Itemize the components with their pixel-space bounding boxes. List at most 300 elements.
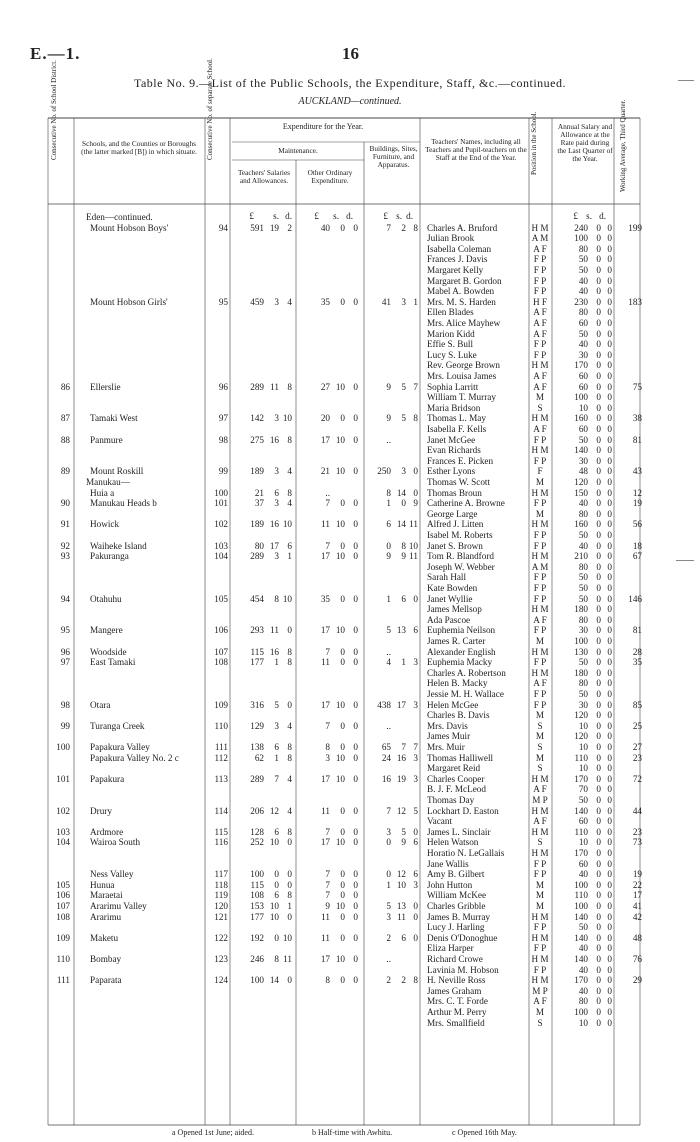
other-shillings: 0 [340, 890, 345, 901]
teacher-name: Helen Watson [427, 837, 479, 848]
teacher-position: M [535, 879, 545, 890]
buildings-shillings: 1 [401, 657, 406, 668]
buildings-shillings: 12 [396, 805, 406, 816]
buildings-pence: 7 [413, 742, 418, 752]
district-number: 104 [56, 837, 70, 848]
teacher-name: Alexander English [427, 646, 496, 657]
other-pounds: 8 [325, 975, 330, 986]
annual-pence: 0 [607, 996, 612, 1007]
annual-pounds: 140 [574, 911, 588, 922]
salary-pounds: 177 [250, 911, 264, 922]
salary-shillings: 12 [269, 805, 279, 816]
teacher-position: H M [531, 954, 549, 964]
annual-shillings: 0 [596, 731, 601, 742]
footnote-a: a Opened 1st June; aided. [172, 1128, 254, 1137]
salary-shillings: 0 [274, 932, 279, 943]
annual-shillings: 0 [596, 243, 601, 254]
other-pence: 0 [353, 720, 358, 731]
salary-pence: 8 [287, 646, 292, 657]
salary-pence: 6 [287, 540, 292, 551]
teacher-name: Lavinia M. Hobson [427, 964, 499, 975]
teacher-position: H M [531, 975, 549, 986]
buildings-shillings: 5 [401, 381, 406, 392]
teacher-position: F P [533, 455, 547, 466]
working-average: 85 [632, 699, 642, 710]
other-shillings: 10 [335, 752, 345, 763]
other-pence: 0 [353, 773, 358, 784]
teacher-position: H M [531, 604, 549, 615]
other-pence: 0 [353, 381, 358, 392]
teacher-name: Jessie M. H. Wallace [427, 689, 504, 699]
teacher-name: James Graham [427, 985, 482, 996]
salary-pounds: 459 [250, 296, 264, 307]
teacher-position: F P [533, 625, 547, 636]
teacher-name: William T. Murray [427, 392, 496, 403]
school-number: 121 [214, 911, 228, 922]
district-number: 95 [60, 625, 70, 636]
buildings-pence: 8 [413, 222, 418, 233]
school-name: Pakuranga [90, 551, 129, 562]
salary-shillings: 11 [270, 625, 279, 636]
salary-shillings: 5 [274, 699, 279, 710]
salary-pence: 8 [287, 752, 292, 763]
other-pounds: 17 [320, 551, 330, 562]
teacher-position: A F [533, 784, 547, 795]
teacher-position: H M [531, 667, 549, 678]
buildings-pounds: 250 [377, 466, 391, 477]
teacher-name: Thomas Halliwell [427, 752, 494, 763]
annual-pounds: 110 [574, 752, 588, 763]
school-name: Ness Valley [90, 869, 134, 880]
working-average: 41 [632, 901, 642, 911]
teacher-name: Mrs. M. S. Harden [427, 296, 496, 307]
annual-pounds: 70 [578, 784, 588, 795]
teacher-position: M P [532, 985, 548, 996]
school-number: 97 [218, 413, 228, 424]
annual-pence: 0 [607, 604, 612, 615]
page-reference: E.—1. [30, 44, 81, 63]
teacher-position: A F [533, 307, 547, 318]
school-name: Ararimu [90, 911, 122, 922]
school-number: 94 [218, 222, 228, 233]
buildings-pounds: 3 [386, 826, 391, 837]
buildings-shillings: 6 [401, 593, 406, 604]
other-pence: 0 [353, 752, 358, 763]
annual-shillings: 0 [596, 710, 601, 721]
annual-pounds: 140 [574, 954, 588, 964]
annual-shillings: 0 [596, 434, 601, 445]
buildings-pounds: 65 [381, 742, 391, 752]
annual-shillings: 0 [596, 985, 601, 996]
other-pence [346, 477, 358, 487]
currency-pound-label: £ [314, 211, 319, 221]
annual-shillings: 0 [596, 466, 601, 477]
annual-pounds: 80 [578, 243, 588, 254]
school-name: Otara [90, 699, 111, 710]
salary-pence: 0 [287, 869, 292, 880]
annual-shillings: 0 [596, 816, 601, 827]
other-shillings: 0 [340, 498, 345, 509]
salary-pounds: 189 [250, 466, 264, 477]
buildings-shillings: 6 [401, 932, 406, 943]
buildings-pence: 3 [413, 699, 418, 710]
working-average: 72 [632, 773, 642, 784]
working-average: 25 [632, 720, 642, 731]
currency-pound-label: £ [249, 211, 254, 221]
school-name: Waiheke Island [90, 540, 147, 551]
working-average: 23 [632, 826, 642, 837]
annual-shillings: 0 [596, 572, 601, 583]
salary-pounds: 252 [250, 837, 264, 848]
working-average: 43 [632, 466, 642, 477]
buildings-pounds: 5 [386, 901, 391, 911]
buildings-shillings: 7 [401, 742, 406, 752]
buildings-pence: 9 [413, 498, 418, 509]
teacher-name: Arthur M. Perry [427, 1007, 487, 1017]
teacher-position: H M [531, 932, 549, 943]
salary-pounds: 37 [254, 498, 264, 509]
teacher-name: Ada Pascoe [427, 614, 471, 625]
district-number: 99 [60, 720, 70, 731]
salary-pounds: 115 [250, 646, 264, 657]
annual-pence: 0 [607, 646, 612, 657]
buildings-shillings [392, 212, 406, 222]
other-pence: 0 [353, 498, 358, 509]
working-average: 73 [632, 837, 642, 848]
annual-shillings: 0 [596, 296, 601, 307]
school-number [206, 477, 228, 487]
buildings-pounds: 1 [386, 498, 391, 509]
other-shillings: 10 [335, 519, 345, 530]
district-number: 100 [56, 742, 70, 752]
annual-pence: 0 [607, 540, 612, 551]
teacher-position: A F [533, 328, 547, 339]
buildings-pence: 6 [413, 625, 418, 636]
other-pence: 0 [353, 890, 358, 901]
working-average: 48 [632, 932, 642, 943]
annual-pounds: 110 [574, 890, 588, 901]
salary-pence: 8 [287, 742, 292, 752]
annual-pence: 0 [607, 625, 612, 636]
school-number: 123 [214, 954, 228, 964]
teacher-position: F P [533, 869, 547, 880]
teacher-name: Euphemia Macky [427, 657, 493, 668]
teacher-position: H M [531, 826, 549, 837]
school-number: 120 [214, 901, 228, 911]
salary-pounds: 115 [250, 879, 264, 890]
teacher-position: A M [531, 561, 549, 572]
buildings-shillings: 9 [401, 837, 406, 848]
salary-pence: 10 [282, 413, 292, 424]
annual-shillings: 0 [596, 848, 601, 858]
salary-shillings: 10 [269, 837, 279, 848]
school-number: 103 [214, 540, 228, 551]
annual-shillings: 0 [596, 551, 601, 562]
salary-pence: 4 [287, 296, 292, 307]
school-name: Maketu [90, 932, 119, 943]
school-name: Howick [90, 519, 120, 530]
other-pence: 0 [353, 551, 358, 562]
teacher-name: Mrs. Louisa James [427, 371, 497, 381]
salary-pounds: 128 [250, 826, 264, 837]
working-average: 12 [632, 487, 642, 498]
buildings-pounds: 8 [386, 487, 391, 498]
annual-pence: 0 [607, 551, 612, 562]
teacher-position: H M [531, 805, 549, 816]
annual-shillings: 0 [596, 922, 601, 933]
other-pounds: 7 [325, 869, 330, 880]
working-average: 56 [632, 519, 642, 530]
annual-shillings: 0 [596, 307, 601, 318]
annual-pounds: 140 [574, 805, 588, 816]
district-number: 87 [60, 413, 70, 424]
annual-pounds: 80 [578, 614, 588, 625]
teacher-position: A F [533, 678, 547, 689]
annual-pounds: 30 [578, 455, 588, 466]
school-name: Panmure [90, 434, 123, 445]
other-pounds [300, 477, 330, 487]
annual-pence: 0 [607, 858, 612, 869]
teacher-position: A F [533, 381, 547, 392]
working-average: 18 [632, 540, 642, 551]
teacher-position: F P [533, 583, 547, 593]
other-pounds: 3 [325, 752, 330, 763]
annual-shillings: 0 [596, 901, 601, 911]
salary-pounds: 293 [250, 625, 264, 636]
teacher-position: M [535, 1007, 545, 1017]
salary-shillings: 6 [274, 742, 279, 752]
district-number: 111 [56, 975, 70, 986]
annual-pence: 0 [607, 805, 612, 816]
salary-pounds: 153 [250, 901, 264, 911]
buildings-shillings [392, 647, 406, 657]
teacher-name: Lucy S. Luke [427, 349, 477, 360]
buildings-pence: 0 [413, 487, 418, 498]
other-pounds: 11 [321, 932, 330, 943]
annual-pounds: 120 [574, 710, 588, 721]
other-pounds: 8 [325, 742, 330, 752]
teacher-position: M P [532, 795, 548, 805]
buildings-shillings: 2 [401, 975, 406, 986]
annual-pence: 0 [607, 498, 612, 509]
annual-pence: 0 [607, 667, 612, 678]
other-pounds: 7 [325, 498, 330, 509]
annual-pence: 0 [607, 742, 612, 752]
salary-pounds: 289 [250, 551, 264, 562]
other-pounds: 17 [320, 837, 330, 848]
teacher-position: H M [531, 848, 549, 858]
buildings-shillings [392, 477, 406, 487]
annual-shillings: 0 [596, 413, 601, 424]
other-pence: 0 [353, 646, 358, 657]
teacher-position: F P [533, 689, 547, 699]
teacher-name: Janet Wyllie [427, 593, 473, 604]
buildings-pence: 7 [413, 381, 418, 392]
annual-pounds: 110 [574, 826, 588, 837]
school-name: Papakura [90, 773, 125, 784]
teacher-name: James R. Carter [427, 636, 486, 646]
teacher-name: Eliza Harper [427, 943, 474, 954]
other-pence: 0 [353, 296, 358, 307]
other-shillings [331, 477, 345, 487]
annual-pence: 0 [607, 243, 612, 254]
annual-pence: 0 [607, 572, 612, 583]
district-number: 103 [56, 826, 70, 837]
working-average: 199 [628, 222, 642, 233]
annual-pence: 0 [607, 424, 612, 434]
district-number [40, 753, 70, 763]
annual-pence: 0 [607, 477, 612, 487]
annual-pounds: 140 [574, 932, 588, 943]
annual-pence: 0 [607, 583, 612, 593]
teacher-name: James Muir [427, 731, 471, 742]
school-number: 116 [214, 837, 228, 848]
annual-pounds: 10 [578, 763, 588, 774]
salary-shillings: 17 [269, 540, 279, 551]
teacher-name: Frances J. Davis [427, 254, 488, 265]
salary-pounds: 177 [250, 657, 264, 668]
salary-shillings: 3 [274, 720, 279, 731]
teacher-name: John Hutton [427, 879, 473, 890]
buildings-pounds [365, 212, 391, 222]
teacher-position: M [535, 890, 545, 901]
annual-shillings: 0 [596, 381, 601, 392]
other-pounds: 40 [320, 222, 330, 233]
teacher-name: Julian Brook [427, 233, 475, 244]
annual-pounds: 40 [578, 286, 588, 297]
school-number: 124 [214, 975, 228, 986]
salary-pence [280, 477, 292, 487]
teacher-position: F P [533, 540, 547, 551]
district-number: 101 [56, 773, 70, 784]
other-pence: 0 [353, 593, 358, 604]
teacher-name: James B. Murray [427, 911, 491, 922]
annual-pounds: 50 [578, 657, 588, 668]
salary-shillings: 0 [274, 879, 279, 890]
annual-shillings: 0 [596, 593, 601, 604]
school-number: 98 [218, 434, 228, 445]
margin-mark [678, 80, 694, 81]
buildings-shillings: 16 [396, 752, 406, 763]
teacher-position: A F [533, 614, 547, 625]
buildings-pounds: 4 [386, 657, 391, 668]
salary-pence: 11 [283, 954, 292, 964]
school-name: Paparata [90, 975, 122, 986]
teacher-position: H M [531, 445, 549, 456]
other-pounds: 11 [321, 911, 330, 922]
annual-shillings: 0 [596, 678, 601, 689]
teacher-position: F P [533, 349, 547, 360]
school-name: Mount Hobson Girls' [90, 296, 168, 307]
annual-pence: 0 [607, 1007, 612, 1017]
teacher-name: Mrs. Alice Mayhew [427, 318, 501, 328]
annual-pounds: 40 [578, 540, 588, 551]
other-pence: 0 [353, 911, 358, 922]
annual-pounds: 60 [578, 371, 588, 381]
teacher-name: Jane Wallis [427, 858, 469, 869]
salary-pence: 0 [287, 975, 292, 986]
buildings-pence: 3 [413, 752, 418, 763]
annual-pounds: 50 [578, 583, 588, 593]
working-average: 44 [632, 805, 642, 816]
annual-shillings: 0 [596, 604, 601, 615]
annual-pence: 0 [607, 445, 612, 456]
annual-shillings: 0 [596, 869, 601, 880]
salary-pounds: 192 [250, 932, 264, 943]
other-pounds: 17 [320, 699, 330, 710]
annual-pounds: 80 [578, 561, 588, 572]
buildings-pounds: 3 [386, 911, 391, 922]
teacher-name: H. Neville Ross [427, 975, 486, 986]
annual-pounds: 30 [578, 625, 588, 636]
working-average: 81 [632, 434, 642, 445]
buildings-pence: 0 [413, 826, 418, 837]
buildings-pounds: 2 [386, 932, 391, 943]
annual-pence: 0 [607, 943, 612, 954]
buildings-pence: 1 [413, 296, 418, 307]
annual-pence: 0 [607, 307, 612, 318]
annual-pounds: 160 [574, 413, 588, 424]
district-number: 89 [60, 466, 70, 477]
other-pounds: 7 [325, 890, 330, 901]
other-pence: 0 [353, 625, 358, 636]
annual-pounds: 80 [578, 678, 588, 689]
annual-shillings: 0 [596, 1017, 601, 1028]
annual-shillings: 0 [596, 636, 601, 646]
salary-pounds: 454 [250, 593, 264, 604]
buildings-pence: 0 [413, 466, 418, 477]
teacher-position: H M [531, 222, 549, 233]
salary-pence [280, 212, 292, 222]
annual-pounds: 160 [574, 519, 588, 530]
annual-pence: 0 [607, 318, 612, 328]
header-other: Other Ordinary Expenditure. [307, 168, 353, 185]
annual-pence: 0 [607, 455, 612, 466]
working-average: 22 [632, 879, 642, 890]
annual-pence: 0 [607, 911, 612, 922]
school-number: 114 [214, 805, 228, 816]
buildings-pounds: 9 [386, 551, 391, 562]
annual-pence: 0 [607, 487, 612, 498]
annual-pence: 0 [607, 508, 612, 519]
teacher-name: Denis O'Donoghue [427, 932, 498, 943]
annual-pounds: 40 [578, 964, 588, 975]
other-pounds: 20 [320, 413, 330, 424]
salary-shillings [265, 477, 279, 487]
district-number: 93 [60, 551, 70, 562]
working-average: 35 [632, 657, 642, 668]
salary-pence: 10 [282, 593, 292, 604]
school-name: Manukau— [86, 477, 130, 487]
margin-mark [676, 560, 694, 561]
teacher-position: F P [533, 275, 547, 286]
buildings-pence [406, 890, 418, 900]
other-shillings: 0 [340, 869, 345, 880]
other-shillings: 0 [340, 932, 345, 943]
annual-pounds: 180 [574, 604, 588, 615]
other-pence: 0 [353, 657, 358, 668]
salary-pounds: 289 [250, 773, 264, 784]
teacher-name: Alfred J. Litten [427, 519, 484, 530]
annual-pounds: 100 [574, 1007, 588, 1017]
district-number: 88 [60, 434, 70, 445]
other-pence: 0 [353, 837, 358, 848]
district-number: 90 [60, 498, 70, 509]
salary-pence: 0 [287, 879, 292, 890]
buildings-shillings: 13 [396, 625, 406, 636]
header-position: Position in the School. [530, 111, 538, 175]
annual-pounds: 120 [574, 731, 588, 742]
